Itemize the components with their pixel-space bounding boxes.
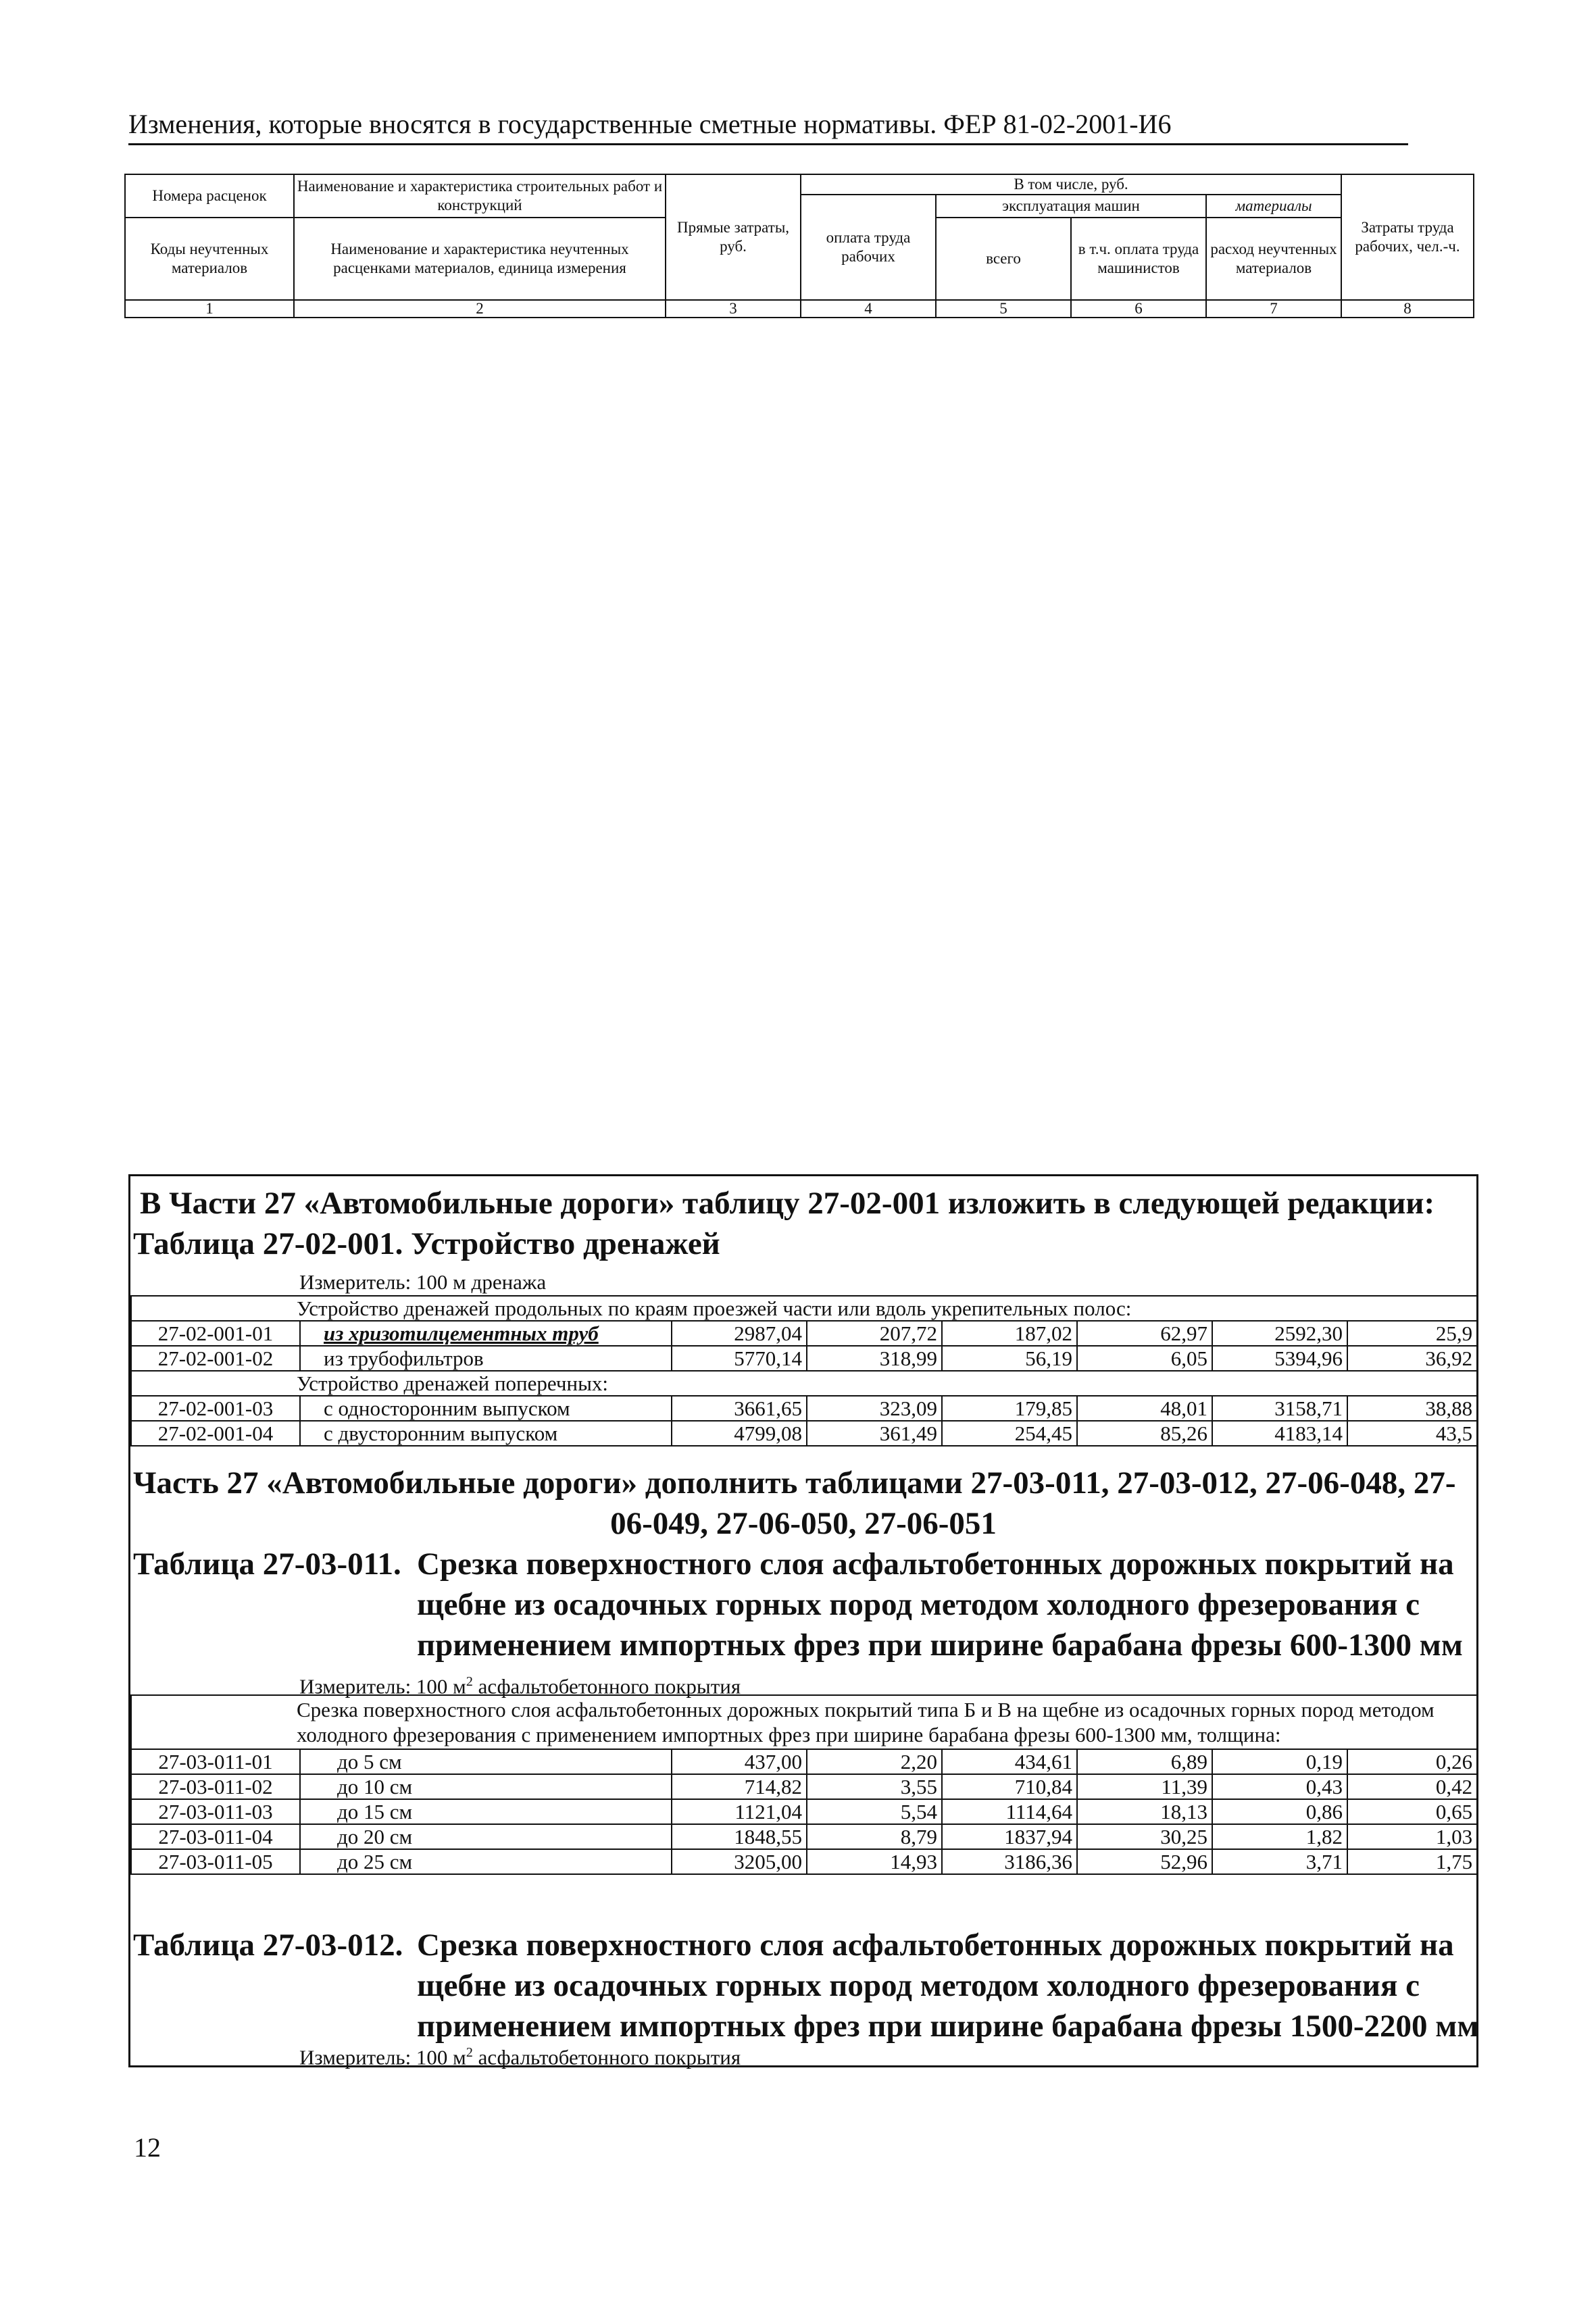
machinist-pay: 30,25: [1077, 1824, 1212, 1849]
direct-costs: 714,82: [672, 1774, 807, 1799]
worker-pay: 8,79: [807, 1824, 942, 1849]
table-row: [131, 1396, 1477, 1421]
work-name: до 10 см: [300, 1774, 672, 1799]
materials: 3158,71: [1212, 1396, 1347, 1421]
worker-pay: 361,49: [807, 1421, 942, 1446]
table-27-03-011-title-1: Срезка поверхностного слоя асфальтобетонных дорожных покрытий на: [417, 1546, 1454, 1582]
worker-pay: 14,93: [807, 1849, 942, 1874]
labor-costs: 38,88: [1347, 1396, 1477, 1421]
table-27-03-012-measure: Измеритель: 100 $м^2$ асфальтобетонного покрытия: [299, 2045, 741, 2069]
col-number: 7: [1206, 300, 1341, 318]
work-name: до 20 см: [300, 1824, 672, 1849]
section2-intro-line1: Часть 27 «Автомобильные дороги» дополнить таблицами 27-03-011, 27-03-012, 27-06-048, 27-: [133, 1465, 1456, 1501]
table-27-02-001-measure: Измеритель: 100 м дренажа: [299, 1270, 547, 1294]
col-number: 6: [1071, 300, 1206, 318]
col-machine-ops: эксплуатация машин: [936, 195, 1206, 218]
table-row: [131, 1321, 1477, 1346]
direct-costs: 1848,55: [672, 1824, 807, 1849]
group-label: Устройство дренажей поперечных:: [131, 1371, 1477, 1396]
col-number: 8: [1341, 300, 1474, 318]
machine-total: 179,85: [942, 1396, 1077, 1421]
machine-total: 254,45: [942, 1421, 1077, 1446]
machine-total: 1114,64: [942, 1799, 1077, 1824]
materials: 0,86: [1212, 1799, 1347, 1824]
col-direct-costs: Прямые затраты, руб.: [666, 174, 801, 300]
worker-pay: 2,20: [807, 1749, 942, 1774]
machinist-pay: 6,89: [1077, 1749, 1212, 1774]
work-name: до 15 см: [300, 1799, 672, 1824]
rate-code: 27-03-011-01: [131, 1749, 300, 1774]
direct-costs: 437,00: [672, 1749, 807, 1774]
materials: 3,71: [1212, 1849, 1347, 1874]
materials: 5394,96: [1212, 1346, 1347, 1371]
table-row: [131, 1774, 1477, 1799]
table-27-03-012-title-2: щебне из осадочных горных пород методом холодного фрезерования с: [417, 1968, 1420, 2003]
table-27-03-011: [130, 1694, 1478, 1875]
table-row: [131, 1421, 1477, 1446]
table-27-03-011-label: Таблица 27-03-011.: [133, 1546, 401, 1582]
worker-pay: 323,09: [807, 1396, 942, 1421]
machine-total: 187,02: [942, 1321, 1077, 1346]
table-27-03-011-measure: Измеритель: 100 $м^2$ асфальтобетонного покрытия: [299, 1674, 741, 1699]
direct-costs: 1121,04: [672, 1799, 807, 1824]
rate-code: 27-02-001-01: [131, 1321, 300, 1346]
machinist-pay: 85,26: [1077, 1421, 1212, 1446]
col-rate-numbers: Номера расценок: [125, 174, 294, 218]
materials: 2592,30: [1212, 1321, 1347, 1346]
work-name: из трубофильтров: [300, 1346, 672, 1371]
machine-total: 1837,94: [942, 1824, 1077, 1849]
table-27-03-011-title-3: применением импортных фрез при ширине барабана фрезы 600-1300 мм: [417, 1628, 1463, 1663]
col-unaccounted-materials: расход неучтенных материалов: [1206, 218, 1341, 300]
table-description: Срезка поверхностного слоя асфальтобетонных дорожных покрытий типа Б и В на щебне из осадочных горных пород методом холодного фрезерования с применением импортных фрез при ширине барабана фрезы 600-1300 мм, толщина:: [131, 1695, 1477, 1749]
labor-costs: 36,92: [1347, 1346, 1477, 1371]
rate-code: 27-02-001-02: [131, 1346, 300, 1371]
col-material-name: Наименование и характеристика неучтенных расценками материалов, единица измерения: [294, 218, 666, 300]
machinist-pay: 11,39: [1077, 1774, 1212, 1799]
section2-intro-line2: 06-049, 27-06-050, 27-06-051: [610, 1506, 997, 1541]
materials: 1,82: [1212, 1824, 1347, 1849]
direct-costs: 3205,00: [672, 1849, 807, 1874]
col-number: 4: [801, 300, 936, 318]
work-name: с двусторонним выпуском: [300, 1421, 672, 1446]
worker-pay: 3,55: [807, 1774, 942, 1799]
table-27-03-012-title-3: применением импортных фрез при ширине барабана фрезы 1500-2200 мм: [417, 2009, 1479, 2044]
materials: 0,19: [1212, 1749, 1347, 1774]
labor-costs: 0,42: [1347, 1774, 1477, 1799]
table-27-03-011-title-2: щебне из осадочных горных пород методом холодного фрезерования с: [417, 1587, 1420, 1622]
machinist-pay: 18,13: [1077, 1799, 1212, 1824]
col-worker-pay: оплата труда рабочих: [801, 195, 936, 300]
col-number: 3: [666, 300, 801, 318]
table-row: [131, 1749, 1477, 1774]
worker-pay: 5,54: [807, 1799, 942, 1824]
table-27-02-001: [130, 1295, 1478, 1447]
work-name: из хризотилцементных труб: [300, 1321, 672, 1346]
work-name: до 25 см: [300, 1849, 672, 1874]
rate-code: 27-03-011-02: [131, 1774, 300, 1799]
direct-costs: 3661,65: [672, 1396, 807, 1421]
machinist-pay: 52,96: [1077, 1849, 1212, 1874]
table-27-03-012-label: Таблица 27-03-012.: [133, 1928, 403, 1963]
table-row: [131, 1346, 1477, 1371]
machine-total: 710,84: [942, 1774, 1077, 1799]
running-header: Изменения, которые вносятся в государственные сметные нормативы. ФЕР 81-02-2001-И6: [128, 109, 1172, 139]
col-number: 1: [125, 300, 294, 318]
machine-total: 3186,36: [942, 1849, 1077, 1874]
materials: 0,43: [1212, 1774, 1347, 1799]
labor-costs: 1,03: [1347, 1824, 1477, 1849]
rate-code: 27-03-011-04: [131, 1824, 300, 1849]
direct-costs: 4799,08: [672, 1421, 807, 1446]
machinist-pay: 6,05: [1077, 1346, 1212, 1371]
col-work-name: Наименование и характеристика строительных работ и конструкций: [294, 174, 666, 218]
materials: 4183,14: [1212, 1421, 1347, 1446]
col-including: В том числе, руб.: [801, 174, 1341, 195]
section1-intro: В Части 27 «Автомобильные дороги» таблицу 27-02-001 изложить в следующей редакции:: [140, 1186, 1435, 1221]
machinist-pay: 62,97: [1077, 1321, 1212, 1346]
work-name: с односторонним выпуском: [300, 1396, 672, 1421]
labor-costs: 0,26: [1347, 1749, 1477, 1774]
column-header-table: [124, 174, 1474, 318]
page-number: 12: [134, 2132, 161, 2163]
table-27-03-012-title-1: Срезка поверхностного слоя асфальтобетонных дорожных покрытий на: [417, 1928, 1454, 1963]
machine-total: 434,61: [942, 1749, 1077, 1774]
rate-code: 27-02-001-03: [131, 1396, 300, 1421]
labor-costs: 0,65: [1347, 1799, 1477, 1824]
col-number: 5: [936, 300, 1071, 318]
machine-total: 56,19: [942, 1346, 1077, 1371]
direct-costs: 2987,04: [672, 1321, 807, 1346]
group-label: Устройство дренажей продольных по краям проезжей части или вдоль укрепительных полос:: [131, 1296, 1477, 1321]
col-material-codes: Коды неучтенных материалов: [125, 218, 294, 300]
col-number: 2: [294, 300, 666, 318]
changes-frame: [128, 1174, 1478, 2067]
table-27-02-001-title: Таблица 27-02-001. Устройство дренажей: [133, 1226, 720, 1261]
rate-code: 27-03-011-03: [131, 1799, 300, 1824]
header-rule: [128, 143, 1408, 145]
col-labor-costs: Затраты труда рабочих, чел.-ч.: [1341, 174, 1474, 300]
worker-pay: 318,99: [807, 1346, 942, 1371]
machinist-pay: 48,01: [1077, 1396, 1212, 1421]
labor-costs: 43,5: [1347, 1421, 1477, 1446]
col-total: всего: [936, 218, 1071, 300]
rate-code: 27-02-001-04: [131, 1421, 300, 1446]
table-row: [131, 1824, 1477, 1849]
worker-pay: 207,72: [807, 1321, 942, 1346]
rate-code: 27-03-011-05: [131, 1849, 300, 1874]
table-row: [131, 1849, 1477, 1874]
col-machinist-pay: в т.ч. оплата труда машинистов: [1071, 218, 1206, 300]
labor-costs: 25,9: [1347, 1321, 1477, 1346]
table-row: [131, 1799, 1477, 1824]
col-materials: материалы: [1206, 195, 1341, 218]
direct-costs: 5770,14: [672, 1346, 807, 1371]
work-name: до 5 см: [300, 1749, 672, 1774]
labor-costs: 1,75: [1347, 1849, 1477, 1874]
